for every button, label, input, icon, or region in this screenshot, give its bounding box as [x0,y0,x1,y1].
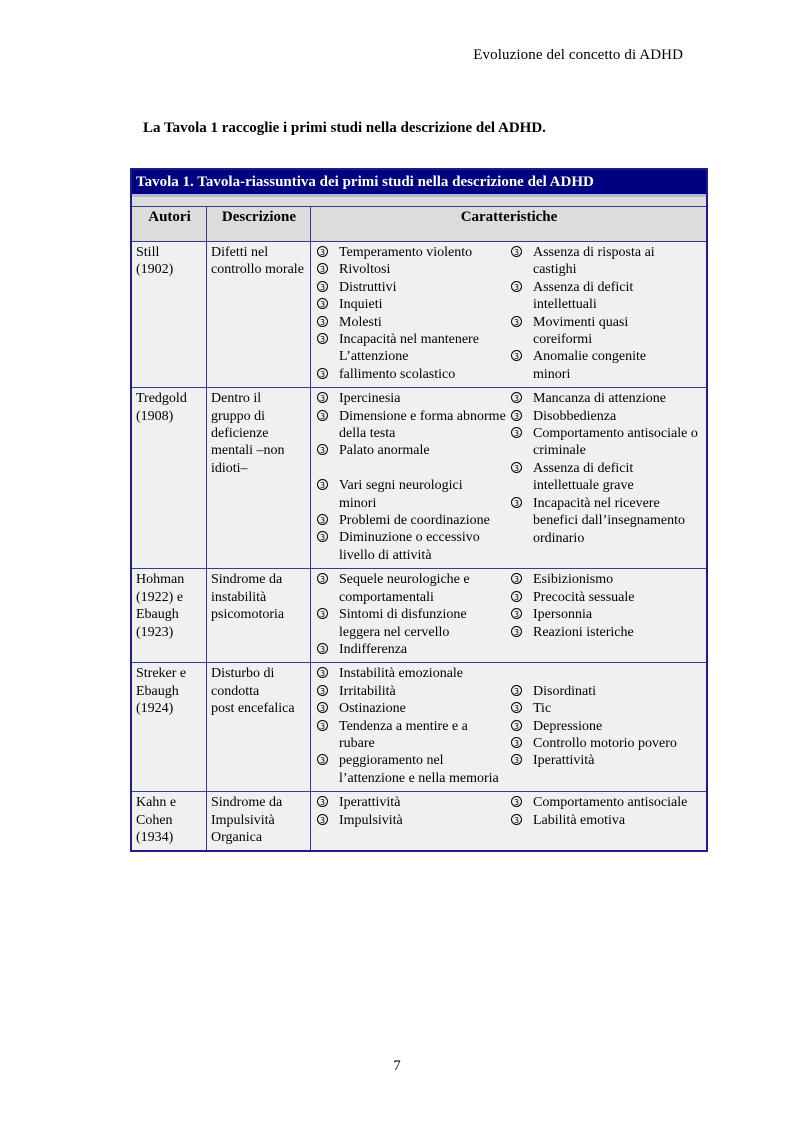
circled-three-bullet-icon: 3 [317,573,328,584]
characteristics-column-right [509,794,703,846]
characteristic-item [509,571,703,588]
author-line: Kahn e [136,795,177,811]
circled-three-bullet-icon: 3 [317,608,328,619]
characteristic-continuation [315,425,509,442]
characteristic-text: intellettuale grave [533,478,634,494]
description-cell [207,792,311,850]
characteristic-continuation [509,296,703,313]
characteristic-text: Instabilità emozionale [339,666,464,682]
characteristic-text: Assenza di deficit [533,460,634,476]
author-line: Cohen [136,812,173,828]
characteristic-text: Ipersonnia [533,607,593,623]
author-cell [132,569,207,663]
characteristic-text: Temperamento violento [339,245,473,260]
characteristic-text: Depressione [533,718,603,734]
characteristic-text: Molesti [339,314,382,330]
characteristics-cell [311,242,706,388]
characteristic-item [509,812,703,829]
characteristic-item [315,529,509,546]
table-title-spacer [132,197,706,207]
description-line: Sindrome da [211,572,283,588]
description-cell [207,569,311,663]
characteristic-text: comportamentali [339,589,434,605]
characteristics-cell [311,388,706,569]
author-line: (1908) [136,408,174,424]
characteristic-text: castighi [533,262,577,278]
characteristic-continuation [315,624,509,641]
circled-three-bullet-icon: 3 [317,368,328,379]
author-cell [132,388,207,569]
characteristic-item [509,683,703,700]
circled-three-bullet-icon: 3 [511,754,522,765]
characteristic-text: Impulsività [339,812,403,828]
characteristic-text: Incapacità nel ricevere [533,495,660,511]
description-line: post encefalica [211,701,295,717]
characteristic-item [315,279,509,296]
characteristic-text: Disobbedienza [533,408,617,424]
characteristic-text: Movimenti quasi [533,314,629,330]
circled-three-bullet-icon: 3 [511,608,522,619]
characteristic-text: Distruttivi [339,279,397,295]
characteristics-column-right [509,390,703,564]
author-cell [132,792,207,850]
characteristic-item [509,348,703,365]
characteristics-column-right [509,244,703,383]
characteristic-text: minori [339,495,377,511]
circled-three-bullet-icon: 3 [511,281,522,292]
characteristic-continuation [315,348,509,365]
characteristic-text: leggera nel cervello [339,624,450,640]
circled-three-bullet-icon: 3 [317,444,328,455]
table-grid [132,207,706,850]
author-cell [132,242,207,388]
description-cell [207,388,311,569]
characteristic-text: Indifferenza [339,641,408,657]
characteristics-column-right [509,665,703,787]
characteristic-text: l’attenzione e nella memoria [339,770,499,786]
characteristic-text: minori [533,366,571,382]
characteristic-item [315,314,509,331]
characteristic-text: Ostinazione [339,701,406,717]
circled-three-bullet-icon: 3 [511,702,522,713]
characteristic-text: Problemi de coordinazione [339,513,490,529]
circled-three-bullet-icon: 3 [317,479,328,490]
circled-three-bullet-icon: 3 [317,720,328,731]
description-line: Difetti nel [211,245,269,260]
characteristic-text: Labilità emotiva [533,812,626,828]
characteristic-item [315,512,509,529]
description-line: controllo morale [211,262,304,278]
characteristic-item [509,624,703,641]
intro-sentence: La Tavola 1 raccoglie i primi studi nella descrizione del ADHD. [143,120,546,136]
characteristic-text: Iperattività [339,795,401,811]
description-line: Disturbo di [211,666,275,682]
characteristic-item [509,495,703,512]
characteristic-item [509,279,703,296]
characteristic-item [315,390,509,407]
characteristic-continuation [509,665,703,682]
characteristic-item [509,425,703,442]
circled-three-bullet-icon: 3 [317,667,328,678]
characteristic-item [509,408,703,425]
characteristic-text: Controllo motorio povero [533,735,677,751]
circled-three-bullet-icon: 3 [317,281,328,292]
summary-table [130,168,708,852]
characteristic-continuation [315,770,509,787]
author-line: (1902) [136,262,174,278]
description-line: instabilità [211,589,267,605]
page-number: 7 [393,1058,401,1074]
author-line: Streker e [136,666,187,682]
characteristic-text: Palato anormale [339,443,430,459]
characteristic-text: Tendenza a mentire e a [339,718,468,734]
circled-three-bullet-icon: 3 [317,316,328,327]
header-authors: Autori [132,207,207,242]
characteristic-text: Disordinati [533,683,596,699]
characteristic-item [509,606,703,623]
characteristic-continuation [509,331,703,348]
description-line: psicomotoria [211,607,285,623]
author-line: Tredgold [136,391,187,407]
characteristic-continuation [509,442,703,459]
circled-three-bullet-icon: 3 [511,685,522,696]
characteristic-item [315,812,509,829]
characteristic-text: Esibizionismo [533,572,614,588]
characteristic-item [315,794,509,811]
characteristic-item [509,390,703,407]
circled-three-bullet-icon: 3 [511,720,522,731]
characteristics-column-left [315,390,509,564]
circled-three-bullet-icon: 3 [317,814,328,825]
characteristic-item [315,683,509,700]
author-line: (1922) e [136,589,184,605]
characteristic-text: Irritabilità [339,683,396,699]
characteristics-cell [311,792,706,850]
circled-three-bullet-icon: 3 [511,410,522,421]
author-line: Ebaugh [136,683,179,699]
characteristic-text: Sintomi di disfunzione [339,607,467,623]
characteristic-text: coreiformi [533,332,593,348]
characteristic-item [509,752,703,769]
circled-three-bullet-icon: 3 [317,246,328,257]
characteristic-text: Rivoltosi [339,262,391,278]
circled-three-bullet-icon: 3 [511,392,522,403]
characteristic-text: benefici dall’insegnamento [533,513,685,529]
characteristic-text: Sequele neurologiche e [339,572,470,588]
characteristic-text: Comportamento antisociale o [533,426,698,442]
description-line: Impulsività [211,812,275,828]
characteristic-item [315,442,509,459]
circled-three-bullet-icon: 3 [511,626,522,637]
circled-three-bullet-icon: 3 [511,591,522,602]
characteristic-item [315,331,509,348]
characteristic-text: Comportamento antisociale [533,795,688,811]
characteristic-item [509,244,703,261]
circled-three-bullet-icon: 3 [511,737,522,748]
header-characteristics: Caratteristiche [311,207,706,242]
description-line: condotta [211,683,260,699]
characteristic-text: livello di attività [339,547,432,563]
characteristic-text: Anomalie congenite [533,349,647,365]
author-line: Still [136,245,160,260]
characteristic-item [315,477,509,494]
characteristic-text: Assenza di deficit [533,279,634,295]
description-line: Organica [211,829,263,845]
characteristic-text: intellettuali [533,297,597,313]
characteristics-cell [311,663,706,792]
characteristic-continuation [509,477,703,494]
characteristic-text: ordinario [533,530,585,546]
table-title: Tavola 1. Tavola-riassuntiva dei primi studi nella descrizione del ADHD [132,170,706,197]
characteristic-item [509,589,703,606]
circled-three-bullet-icon: 3 [511,796,522,807]
circled-three-bullet-icon: 3 [317,333,328,344]
characteristic-item [509,794,703,811]
author-line: Ebaugh [136,607,179,623]
characteristic-text: Ipercinesia [339,391,401,407]
characteristic-text: criminale [533,443,586,459]
characteristic-continuation [315,735,509,752]
description-line: idioti– [211,460,248,476]
circled-three-bullet-icon: 3 [317,643,328,654]
circled-three-bullet-icon: 3 [317,754,328,765]
circled-three-bullet-icon: 3 [317,531,328,542]
characteristic-item [315,261,509,278]
characteristic-text: Dimensione e forma abnorme [339,408,506,424]
characteristic-continuation [315,495,509,512]
characteristic-item [315,571,509,588]
characteristic-item [315,244,509,261]
author-cell [132,663,207,792]
circled-three-bullet-icon: 3 [511,814,522,825]
description-line: Sindrome da [211,795,283,811]
circled-three-bullet-icon: 3 [511,350,522,361]
characteristic-item [509,718,703,735]
circled-three-bullet-icon: 3 [511,316,522,327]
characteristic-continuation [509,366,703,383]
characteristic-text: Precocità sessuale [533,589,635,605]
characteristics-column-right [509,571,703,658]
characteristic-item [509,314,703,331]
characteristic-item [315,408,509,425]
characteristic-text: Tic [533,701,552,717]
circled-three-bullet-icon: 3 [511,462,522,473]
characteristics-cell [311,569,706,663]
characteristic-continuation [509,261,703,278]
characteristic-item [509,700,703,717]
circled-three-bullet-icon: 3 [511,573,522,584]
characteristic-item [315,296,509,313]
characteristics-column-left [315,665,509,787]
characteristic-text: Vari segni neurologici [339,478,463,494]
characteristic-text: fallimento scolastico [339,366,456,382]
characteristics-column-left [315,571,509,658]
description-line: gruppo di [211,408,266,424]
characteristic-continuation [509,512,703,529]
author-line: (1934) [136,829,174,845]
circled-three-bullet-icon: 3 [511,497,522,508]
circled-three-bullet-icon: 3 [317,514,328,525]
description-cell [207,242,311,388]
characteristic-item [315,366,509,383]
circled-three-bullet-icon: 3 [317,702,328,713]
characteristic-item [315,718,509,735]
characteristic-text: della testa [339,426,396,442]
circled-three-bullet-icon: 3 [317,392,328,403]
description-line: Dentro il [211,391,262,407]
description-cell [207,663,311,792]
characteristic-item [509,735,703,752]
circled-three-bullet-icon: 3 [317,298,328,309]
running-header: Evoluzione del concetto di ADHD [473,47,683,63]
author-line: (1923) [136,624,174,640]
characteristic-continuation [315,547,509,564]
characteristic-text: L’attenzione [339,349,409,365]
author-line: Hohman [136,572,185,588]
characteristic-item [315,641,509,658]
circled-three-bullet-icon: 3 [317,685,328,696]
characteristic-continuation [509,530,703,547]
characteristic-item [315,752,509,769]
characteristic-text: rubare [339,735,375,751]
characteristic-text: Assenza di risposta ai [533,245,655,260]
characteristic-text: Incapacità nel mantenere [339,332,479,348]
author-line: (1924) [136,701,174,717]
characteristic-item [315,665,509,682]
characteristic-text: Iperattività [533,753,595,769]
header-description: Descrizione [207,207,311,242]
circled-three-bullet-icon: 3 [317,410,328,421]
circled-three-bullet-icon: 3 [511,246,522,257]
circled-three-bullet-icon: 3 [317,263,328,274]
circled-three-bullet-icon: 3 [317,796,328,807]
characteristic-item [315,606,509,623]
characteristic-item [315,700,509,717]
characteristic-text: Reazioni isteriche [533,624,634,640]
characteristic-text: peggioramento nel [339,753,444,769]
characteristic-text: Mancanza di attenzione [533,391,666,407]
characteristic-continuation [315,589,509,606]
characteristic-text: Diminuzione o eccessivo [339,530,480,546]
circled-three-bullet-icon: 3 [511,427,522,438]
characteristics-column-left [315,794,509,846]
characteristic-item [509,460,703,477]
characteristics-column-left [315,244,509,383]
characteristic-text: Inquieti [339,297,383,313]
description-line: deficienze [211,426,269,442]
description-line: mentali –non [211,443,285,459]
characteristic-continuation [315,460,509,477]
